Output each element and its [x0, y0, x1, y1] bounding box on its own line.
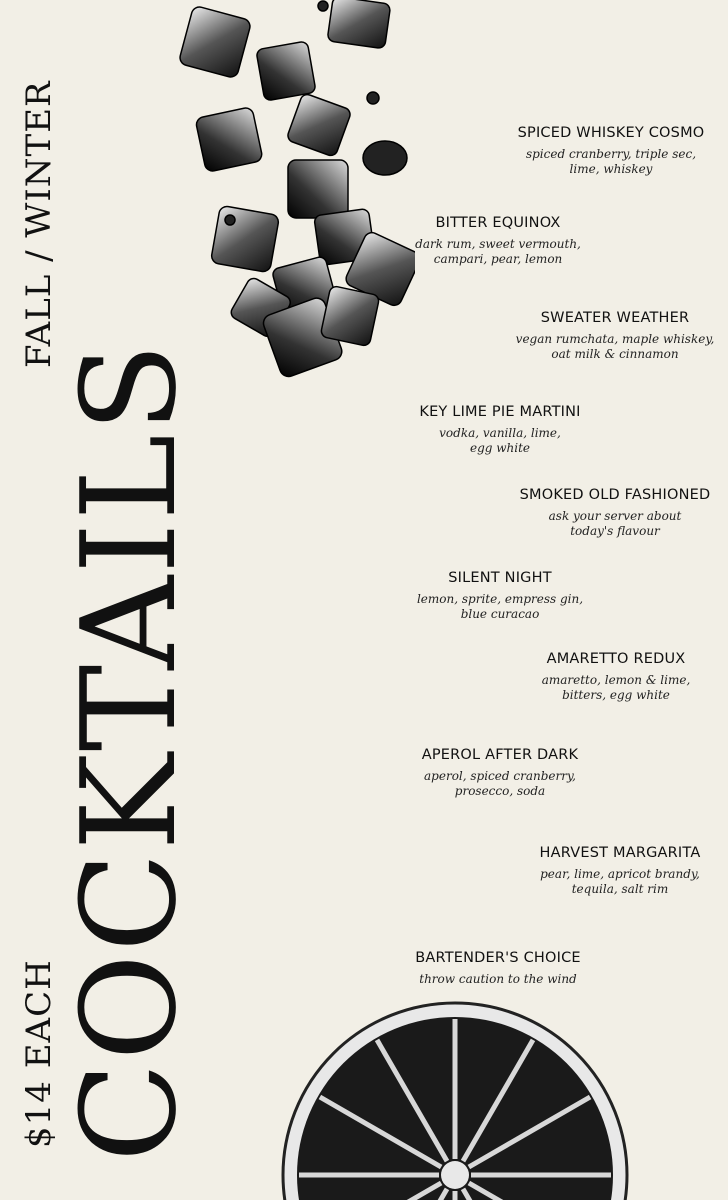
- item-desc: ask your server about today's flavour: [548, 509, 682, 538]
- item-desc: vegan rumchata, maple whiskey, oat milk & cinnamon: [515, 332, 715, 361]
- lime-slice-image: [280, 1000, 630, 1200]
- item-name: KEY LIME PIE MARTINI: [419, 404, 581, 420]
- menu-title: COCKTAILS: [53, 341, 205, 1162]
- menu-item: [520, 845, 720, 896]
- item-name: BITTER EQUINOX: [435, 215, 561, 231]
- item-desc: vodka, vanilla, lime, egg white: [439, 426, 561, 455]
- item-name: SILENT NIGHT: [448, 570, 552, 586]
- menu-item: [398, 950, 598, 987]
- item-desc: pear, lime, apricot brandy, tequila, salt rim: [540, 867, 700, 896]
- item-desc: spiced cranberry, triple sec, lime, whiskey: [525, 147, 697, 176]
- menu-item: [505, 487, 725, 538]
- item-name: SPICED WHISKEY COSMO: [517, 125, 705, 141]
- item-desc: lemon, sprite, empress gin, blue curacao: [416, 592, 584, 621]
- item-name: SMOKED OLD FASHIONED: [519, 487, 711, 503]
- menu-item: [505, 310, 725, 361]
- item-name: AMARETTO REDUX: [546, 651, 686, 667]
- item-desc: throw caution to the wind: [419, 972, 577, 986]
- menu-item: [498, 125, 724, 176]
- item-name: APEROL AFTER DARK: [421, 747, 579, 763]
- item-name: SWEATER WEATHER: [540, 310, 690, 326]
- item-desc: aperol, spiced cranberry, prosecco, soda: [424, 769, 576, 798]
- price-label: $14 EACH: [19, 959, 59, 1148]
- ice-cubes-image: [175, 0, 415, 385]
- item-name: HARVEST MARGARITA: [539, 845, 701, 861]
- menu-item: [520, 651, 712, 702]
- item-desc: dark rum, sweet vermouth, campari, pear, lemon: [415, 237, 581, 266]
- item-desc: amaretto, lemon & lime, bitters, egg white: [541, 673, 691, 702]
- season-label: FALL / WINTER: [19, 80, 59, 368]
- menu-item: [405, 747, 595, 798]
- menu-item: [398, 215, 598, 266]
- menu-item: [405, 570, 595, 621]
- menu-item: [405, 404, 595, 455]
- item-name: BARTENDER'S CHOICE: [415, 950, 581, 966]
